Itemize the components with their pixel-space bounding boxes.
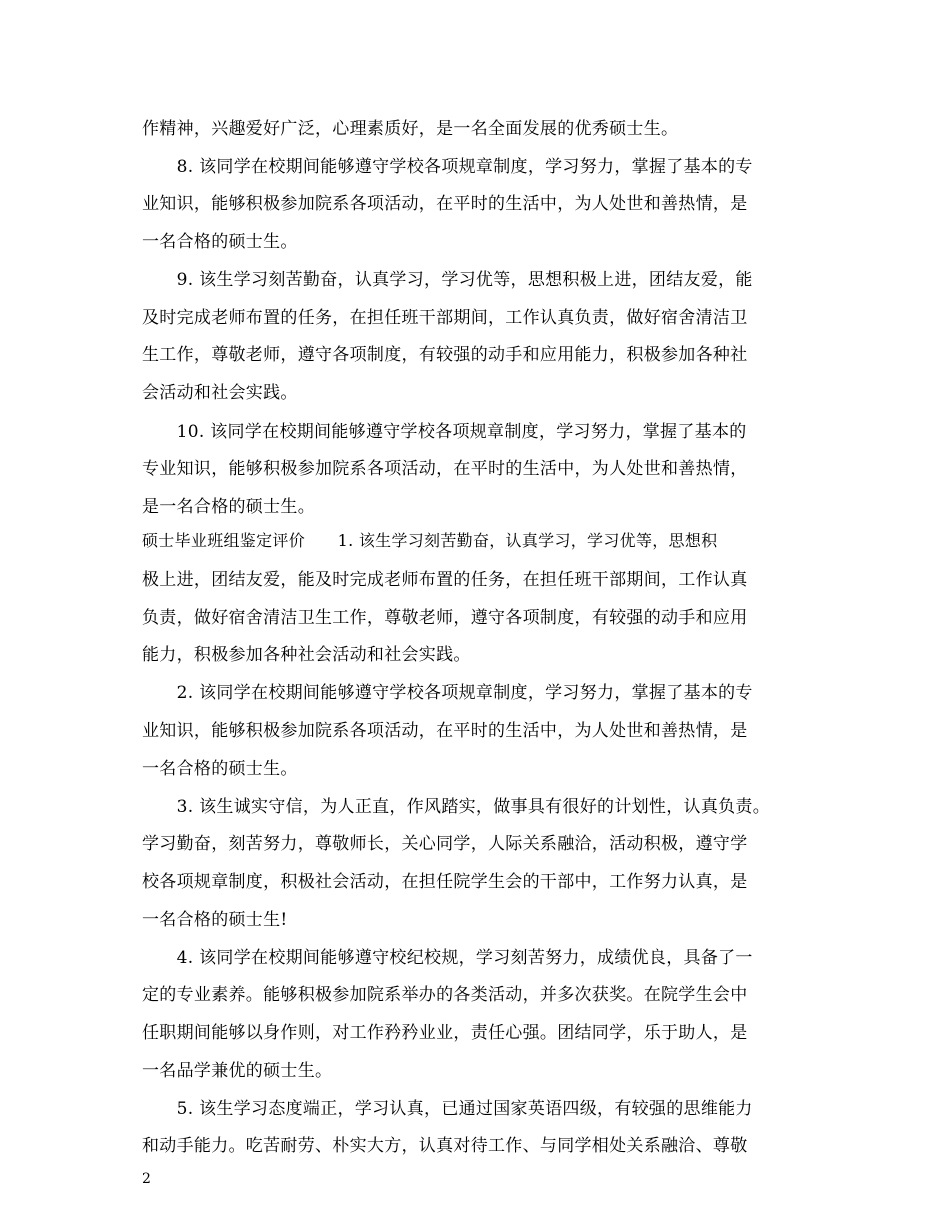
text-line: 3. 该生诚实守信，为人正直，作风踏实，做事具有很好的计划性，认真负责。 bbox=[142, 797, 771, 817]
text-line: 一名合格的硕士生。 bbox=[142, 232, 298, 252]
text-line: 极上进，团结友爱，能及时完成老师布置的任务，在担任班干部期间，工作认真 bbox=[142, 570, 748, 590]
text-line: 硕士毕业班组鉴定评价 1. 该生学习刻苦勤奋，认真学习，学习优等，思想积 bbox=[142, 531, 718, 550]
text-line: 作精神，兴趣爱好广泛，心理素质好，是一名全面发展的优秀硕士生。 bbox=[142, 119, 679, 139]
text-line: 2. 该同学在校期间能够遵守学校各项规章制度，学习努力，掌握了基本的专 bbox=[142, 683, 753, 703]
text-line: 和动手能力。吃苦耐劳、朴实大方，认真对待工作、与同学相处关系融洽、尊敬 bbox=[142, 1136, 748, 1156]
text-line: 能力，积极参加各种社会活动和社会实践。 bbox=[142, 645, 471, 665]
text-line: 及时完成老师布置的任务，在担任班干部期间，工作认真负责，做好宿舍清洁卫 bbox=[142, 308, 748, 328]
text-line: 学习勤奋，刻苦努力，尊敬师长，关心同学，人际关系融洽，活动积极，遵守学 bbox=[142, 834, 748, 854]
text-line: 一名品学兼优的硕士生。 bbox=[142, 1061, 333, 1081]
page-number: 2 bbox=[142, 1171, 151, 1187]
text-line: 9. 该生学习刻苦勤奋，认真学习，学习优等，思想积极上进，团结友爱，能 bbox=[142, 270, 753, 290]
text-line: 5. 该生学习态度端正，学习认真，已通过国家英语四级，有较强的思维能力 bbox=[142, 1099, 753, 1119]
text-line: 任职期间能够以身作则，对工作矜矜业业，责任心强。团结同学，乐于助人，是 bbox=[142, 1023, 748, 1043]
text-line: 10. 该同学在校期间能够遵守学校各项规章制度，学习努力，掌握了基本的 bbox=[142, 422, 747, 442]
text-line: 一名合格的硕士生。 bbox=[142, 759, 298, 779]
text-line: 一名合格的硕士生! bbox=[142, 910, 288, 930]
text-line: 生工作，尊敬老师，遵守各项制度，有较强的动手和应用能力，积极参加各种社 bbox=[142, 345, 748, 365]
text-line: 8. 该同学在校期间能够遵守学校各项规章制度，学习努力，掌握了基本的专 bbox=[142, 157, 753, 177]
text-line: 会活动和社会实践。 bbox=[142, 383, 298, 403]
text-line: 业知识，能够积极参加院系各项活动，在平时的生活中，为人处世和善热情，是 bbox=[142, 721, 748, 741]
text-line: 负责，做好宿舍清洁卫生工作，尊敬老师，遵守各项制度，有较强的动手和应用 bbox=[142, 608, 748, 628]
text-line: 是一名合格的硕士生。 bbox=[142, 497, 315, 517]
text-line: 校各项规章制度，积极社会活动，在担任院学生会的干部中，工作努力认真，是 bbox=[142, 872, 748, 892]
text-line: 4. 该同学在校期间能够遵守校纪校规，学习刻苦努力，成绩优良，具备了一 bbox=[142, 948, 753, 968]
text-line: 定的专业素养。能够积极参加院系举办的各类活动，并多次获奖。在院学生会中 bbox=[142, 985, 748, 1005]
text-line: 业知识，能够积极参加院系各项活动，在平时的生活中，为人处世和善热情，是 bbox=[142, 194, 748, 214]
text-line: 专业知识，能够积极参加院系各项活动，在平时的生活中，为人处世和善热情， bbox=[142, 459, 748, 479]
